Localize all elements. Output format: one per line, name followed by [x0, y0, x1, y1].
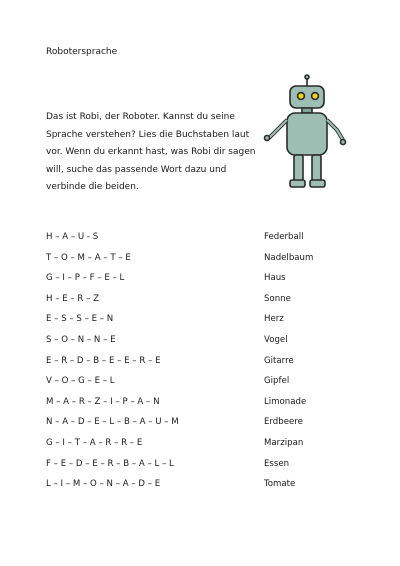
- robot-code: H – E – R – Z: [46, 293, 100, 304]
- matching-list: [46, 232, 366, 500]
- robot-code: F – E – D – E – R – B – A – L – L: [46, 458, 174, 469]
- match-word: Marzipan: [264, 437, 304, 448]
- list-item: [46, 417, 366, 438]
- robot-icon: [257, 74, 347, 194]
- match-word: Gipfel: [264, 376, 290, 387]
- list-item: [46, 294, 366, 315]
- match-word: Sonne: [264, 293, 291, 304]
- list-item: [46, 253, 366, 274]
- match-word: Tomate: [264, 479, 296, 490]
- robot-code: M – A – R – Z – I – P – A – N: [46, 396, 160, 407]
- list-item: [46, 479, 366, 500]
- list-item: [46, 314, 366, 335]
- robot-code: T – O – M – A – T – E: [46, 252, 131, 263]
- list-item: [46, 356, 366, 377]
- list-item: [46, 232, 366, 253]
- robot-code: V – O – G – E – L: [46, 376, 115, 387]
- robot-code: E – S – S – E – N: [46, 314, 114, 325]
- list-item: [46, 273, 366, 294]
- match-word: Haus: [264, 273, 286, 284]
- intro-line: vor. Wenn du erkannt hast, was Robi dir sagen: [46, 147, 256, 158]
- robot-code: G – I – T – A – R – R – E: [46, 437, 143, 448]
- intro-line: will, suche das passende Wort dazu und: [46, 164, 227, 175]
- list-item: [46, 459, 366, 480]
- robot-code: E – R – D – B – E – E – R – E: [46, 355, 161, 366]
- match-word: Herz: [264, 314, 284, 325]
- intro-line: verbinde die beiden.: [46, 182, 139, 193]
- robot-code: L – I – M – O – N – A – D – E: [46, 479, 161, 490]
- robot-code: G – I – P – F – E – L: [46, 273, 125, 284]
- page-title: Robotersprache: [46, 47, 118, 57]
- intro-line: Das ist Robi, der Roboter. Kannst du seine: [46, 112, 235, 122]
- match-word: Vogel: [264, 334, 288, 345]
- match-word: Nadelbaum: [264, 252, 314, 263]
- robot-code: S – O – N – N – E: [46, 334, 116, 345]
- match-word: Essen: [264, 458, 290, 469]
- match-word: Federball: [264, 232, 304, 242]
- list-item: [46, 335, 366, 356]
- robot-code: N – A – D – E – L – B – A – U – M: [46, 417, 179, 428]
- intro-line: Sprache verstehen? Lies die Buchstaben laut: [46, 129, 250, 140]
- list-item: [46, 438, 366, 459]
- intro-text: [46, 109, 261, 197]
- robot-code: H – A – U - S: [46, 232, 99, 242]
- match-word: Gitarre: [264, 355, 294, 366]
- list-item: [46, 397, 366, 418]
- list-item: [46, 376, 366, 397]
- match-word: Erdbeere: [264, 417, 303, 428]
- match-word: Limonade: [264, 396, 307, 407]
